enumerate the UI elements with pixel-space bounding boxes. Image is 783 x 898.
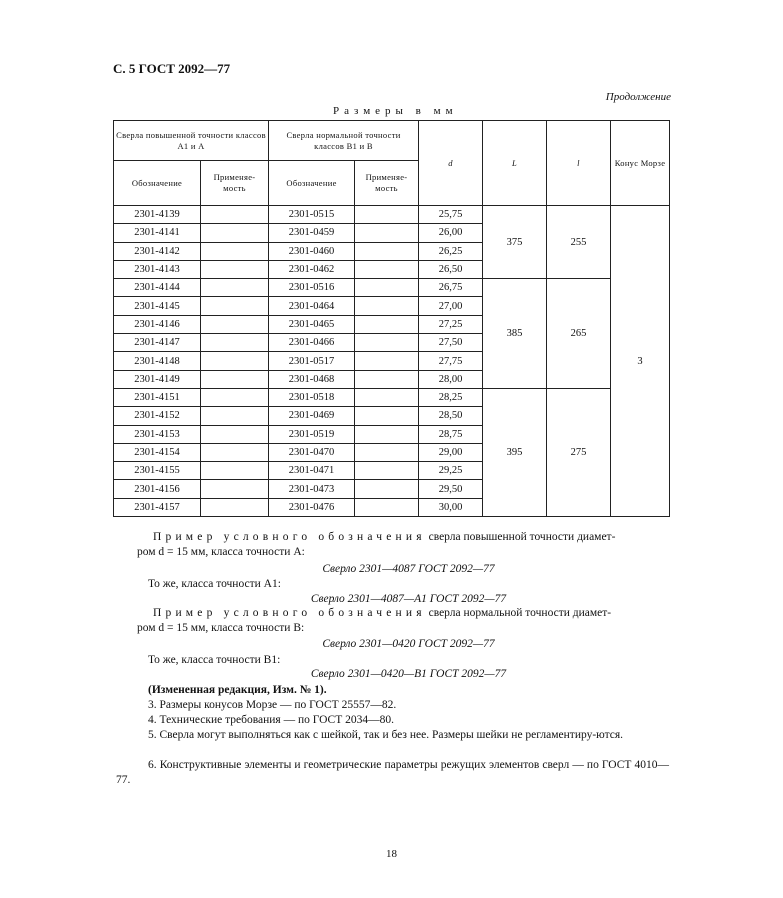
cell-high-applicability: [201, 480, 269, 498]
formula-a: Сверло 2301—4087 ГОСТ 2092—77: [322, 563, 495, 575]
same-a1: То же, класса точности А1:: [148, 578, 281, 590]
paragraph-5: 5. Сверла могут выполняться как с шейкой, так и без нее. Размеры шейки не регламентиру-ются.: [148, 729, 624, 741]
example-text: сверла нормальной точности диамет-: [425, 607, 612, 619]
example-2: [137, 606, 669, 636]
cell-normal-applicability: [355, 334, 419, 352]
cell-normal-applicability: [355, 260, 419, 278]
cell-normal-applicability: [355, 297, 419, 315]
cell-normal-designation: 2301-0516: [269, 279, 355, 297]
cell-high-designation: 2301-4157: [114, 498, 201, 516]
header-d: d: [419, 121, 483, 206]
cell-d: 30,00: [419, 498, 483, 516]
cell-d: 27,50: [419, 334, 483, 352]
page-number: 18: [386, 848, 397, 860]
cell-normal-designation: 2301-0518: [269, 388, 355, 406]
cell-d: 28,50: [419, 407, 483, 425]
cell-d: 29,25: [419, 462, 483, 480]
cell-d: 26,50: [419, 260, 483, 278]
cell-normal-designation: 2301-0469: [269, 407, 355, 425]
cell-high-applicability: [201, 352, 269, 370]
cell-normal-designation: 2301-0471: [269, 462, 355, 480]
example-text-line2: ром d = 15 мм, класса точности А:: [137, 546, 305, 558]
cell-d: 28,25: [419, 388, 483, 406]
cell-normal-designation: 2301-0468: [269, 370, 355, 388]
dimensions-caption: Размеры в мм: [333, 105, 458, 117]
cell-normal-applicability: [355, 352, 419, 370]
cell-high-designation: 2301-4144: [114, 279, 201, 297]
cell-normal-designation: 2301-0465: [269, 315, 355, 333]
cell-normal-designation: 2301-0519: [269, 425, 355, 443]
drill-spec-table: [113, 120, 670, 517]
cell-high-designation: 2301-4154: [114, 443, 201, 461]
cell-morse-cone: 3: [611, 206, 670, 517]
cell-high-applicability: [201, 425, 269, 443]
cell-L: 395: [483, 388, 547, 516]
cell-high-designation: 2301-4156: [114, 480, 201, 498]
cell-high-designation: 2301-4145: [114, 297, 201, 315]
cell-normal-applicability: [355, 443, 419, 461]
cell-high-designation: 2301-4139: [114, 206, 201, 224]
cell-l: 275: [547, 388, 611, 516]
page-header: С. 5 ГОСТ 2092—77: [113, 61, 231, 76]
header-high-precision: Сверла повышенной точности классов А1 и А: [114, 121, 269, 161]
cell-high-designation: 2301-4143: [114, 260, 201, 278]
example-text: сверла повышенной точности диамет-: [425, 531, 616, 543]
formula-b: Сверло 2301—0420 ГОСТ 2092—77: [322, 638, 495, 650]
table-row: [114, 279, 670, 297]
revision-note: (Измененная редакция, Изм. № 1).: [148, 684, 327, 696]
cell-normal-applicability: [355, 315, 419, 333]
cell-d: 25,75: [419, 206, 483, 224]
cell-d: 26,25: [419, 242, 483, 260]
cell-high-designation: 2301-4153: [114, 425, 201, 443]
cell-normal-applicability: [355, 462, 419, 480]
cell-l: 265: [547, 279, 611, 389]
cell-high-applicability: [201, 407, 269, 425]
paragraph-4: 4. Технические требования — по ГОСТ 2034—80.: [148, 714, 394, 726]
cell-high-applicability: [201, 388, 269, 406]
header-designation: Обозначение: [114, 161, 201, 206]
cell-d: 27,00: [419, 297, 483, 315]
cell-high-applicability: [201, 462, 269, 480]
cell-high-designation: 2301-4155: [114, 462, 201, 480]
cell-high-designation: 2301-4149: [114, 370, 201, 388]
cell-normal-applicability: [355, 242, 419, 260]
cell-normal-applicability: [355, 498, 419, 516]
example-spaced-text: Пример условного обозначения: [153, 531, 426, 543]
cell-L: 375: [483, 206, 547, 279]
table-row: [114, 206, 670, 224]
cell-normal-applicability: [355, 370, 419, 388]
cell-d: 27,75: [419, 352, 483, 370]
header-L: L: [483, 121, 547, 206]
cell-normal-designation: 2301-0517: [269, 352, 355, 370]
cell-d: 27,25: [419, 315, 483, 333]
cell-d: 26,75: [419, 279, 483, 297]
cell-high-applicability: [201, 279, 269, 297]
continuation-label: Продолжение: [605, 91, 671, 103]
header-normal-precision: Сверла нормальной точности классов В1 и В: [269, 121, 419, 161]
header-designation: Обозначение: [269, 161, 355, 206]
paragraph-6: 6. Конструктивные элементы и геометрические параметры режущих элементов сверл — по ГОСТ 4010—77.: [116, 759, 669, 786]
cell-high-applicability: [201, 224, 269, 242]
cell-normal-designation: 2301-0470: [269, 443, 355, 461]
cell-high-applicability: [201, 297, 269, 315]
cell-normal-applicability: [355, 480, 419, 498]
table-row: [114, 388, 670, 406]
cell-high-designation: 2301-4151: [114, 388, 201, 406]
header-morse-cone: Конус Морзе: [611, 121, 670, 206]
cell-L: 385: [483, 279, 547, 389]
example-1: [137, 530, 669, 560]
cell-high-designation: 2301-4152: [114, 407, 201, 425]
cell-d: 29,50: [419, 480, 483, 498]
cell-normal-applicability: [355, 279, 419, 297]
example-text-line2: ром d = 15 мм, класса точности В:: [137, 622, 305, 634]
cell-normal-applicability: [355, 407, 419, 425]
cell-d: 28,00: [419, 370, 483, 388]
cell-high-designation: 2301-4147: [114, 334, 201, 352]
header-applicability: Применяе-мость: [201, 161, 269, 206]
cell-normal-designation: 2301-0476: [269, 498, 355, 516]
cell-normal-applicability: [355, 388, 419, 406]
cell-d: 26,00: [419, 224, 483, 242]
paragraph-3: 3. Размеры конусов Морзе — по ГОСТ 25557—82.: [148, 699, 397, 711]
cell-high-applicability: [201, 315, 269, 333]
cell-normal-designation: 2301-0466: [269, 334, 355, 352]
cell-high-designation: 2301-4141: [114, 224, 201, 242]
cell-high-applicability: [201, 242, 269, 260]
cell-normal-designation: 2301-0459: [269, 224, 355, 242]
cell-normal-designation: 2301-0460: [269, 242, 355, 260]
header-l: l: [547, 121, 611, 206]
formula-a1: Сверло 2301—4087—А1 ГОСТ 2092—77: [310, 593, 507, 605]
same-b1: То же, класса точности В1:: [148, 654, 281, 666]
formula-b1: Сверло 2301—0420—В1 ГОСТ 2092—77: [310, 668, 507, 680]
cell-high-applicability: [201, 443, 269, 461]
cell-high-applicability: [201, 260, 269, 278]
cell-high-applicability: [201, 334, 269, 352]
cell-normal-applicability: [355, 425, 419, 443]
header-applicability: Применяе-мость: [355, 161, 419, 206]
cell-high-designation: 2301-4142: [114, 242, 201, 260]
cell-normal-designation: 2301-0515: [269, 206, 355, 224]
cell-d: 28,75: [419, 425, 483, 443]
cell-d: 29,00: [419, 443, 483, 461]
cell-normal-applicability: [355, 224, 419, 242]
cell-normal-designation: 2301-0473: [269, 480, 355, 498]
cell-high-designation: 2301-4146: [114, 315, 201, 333]
cell-high-applicability: [201, 206, 269, 224]
cell-high-applicability: [201, 498, 269, 516]
cell-normal-designation: 2301-0464: [269, 297, 355, 315]
cell-high-designation: 2301-4148: [114, 352, 201, 370]
cell-high-applicability: [201, 370, 269, 388]
example-spaced-text: Пример условного обозначения: [153, 607, 426, 619]
cell-normal-applicability: [355, 206, 419, 224]
cell-normal-designation: 2301-0462: [269, 260, 355, 278]
cell-l: 255: [547, 206, 611, 279]
